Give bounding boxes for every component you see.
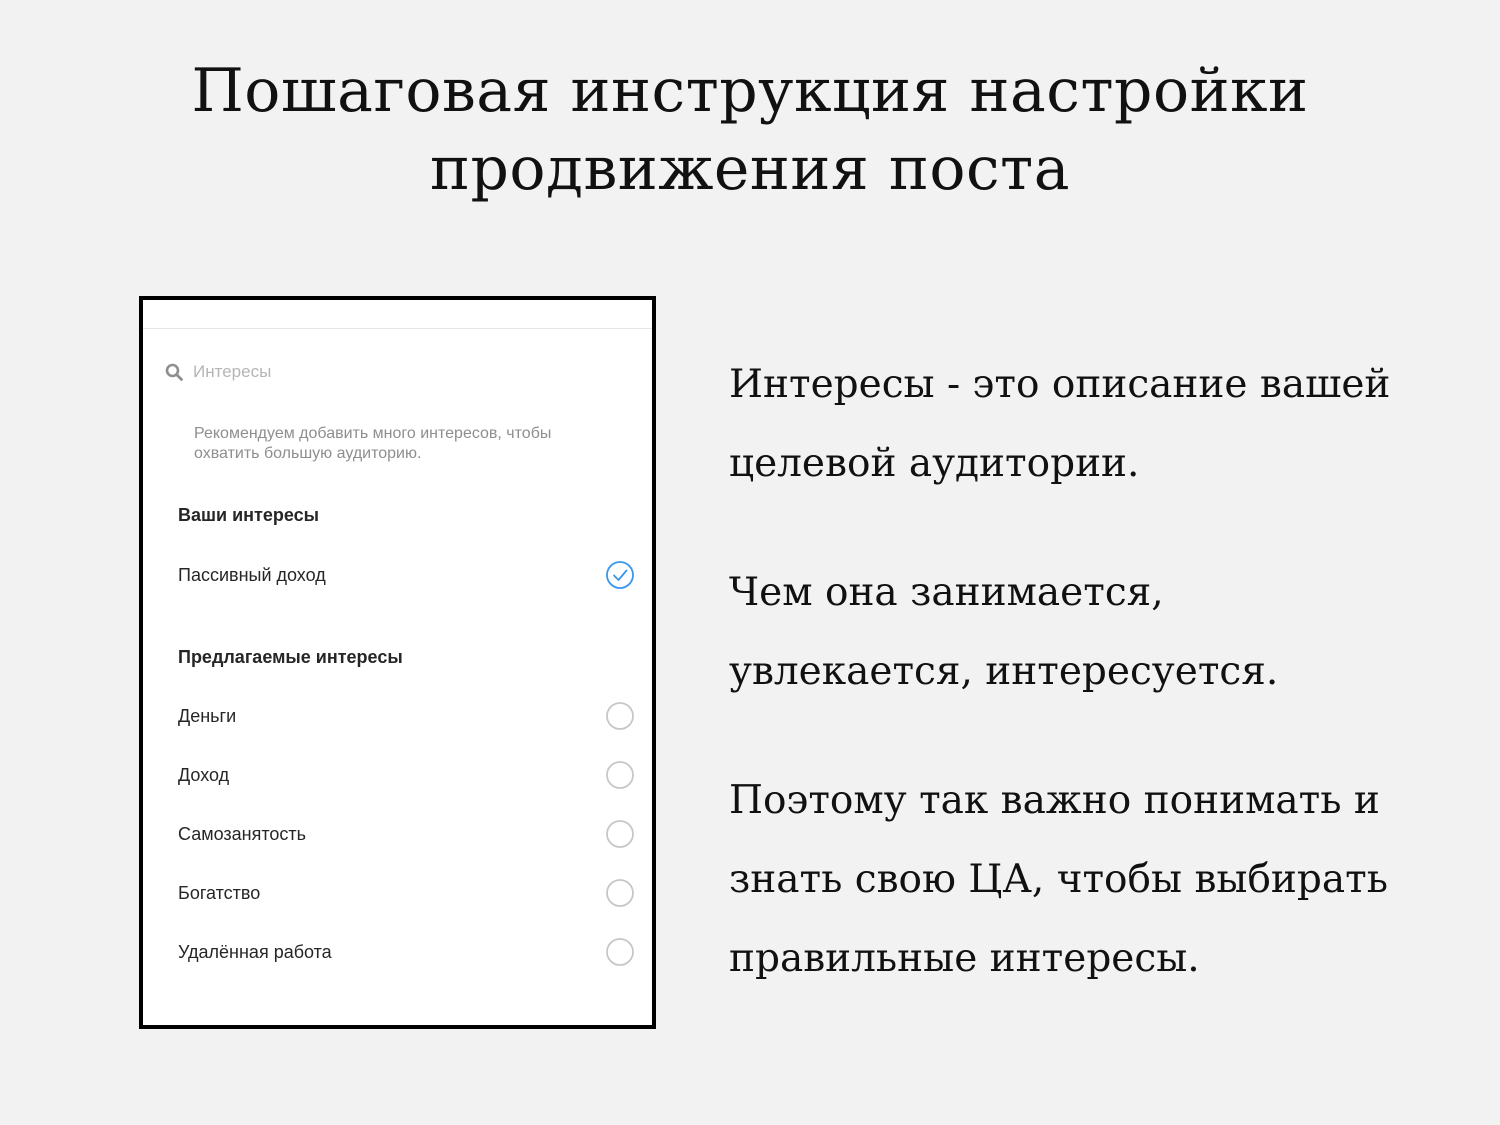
slide-title-line: продвижения поста: [429, 134, 1071, 204]
interest-label: Деньги: [178, 705, 237, 726]
interest-label: Удалённая работа: [178, 941, 332, 962]
interest-item-wealth[interactable]: [178, 875, 634, 911]
empty-circle-icon[interactable]: [606, 879, 634, 907]
interest-item-self-employment[interactable]: [178, 816, 634, 852]
slide-title: [0, 52, 1500, 208]
interest-label: Доход: [178, 764, 230, 785]
slide-title-line: Пошаговая инструкция настройки: [191, 56, 1309, 126]
paragraph-line: Чем она занимается,: [729, 570, 1164, 615]
empty-circle-icon[interactable]: [606, 938, 634, 966]
interest-item-passive-income[interactable]: [178, 557, 634, 593]
paragraph-line: Интересы - это описание вашей: [729, 362, 1391, 407]
explanation-paragraph-2: [729, 553, 1449, 711]
search-icon: [165, 363, 183, 381]
hint-text: Рекомендуем добавить много интересов, чтобы охватить большую аудиторию.: [194, 425, 552, 462]
empty-circle-icon[interactable]: [606, 761, 634, 789]
empty-circle-icon[interactable]: [606, 702, 634, 730]
paragraph-line: целевой аудитории.: [729, 441, 1140, 486]
interest-label: Самозанятость: [178, 823, 307, 844]
paragraph-line: правильные интересы.: [729, 936, 1200, 981]
paragraph-line: знать свою ЦА, чтобы выбирать: [729, 857, 1388, 902]
interest-label: Пассивный доход: [178, 564, 326, 585]
checkmark-circle-icon[interactable]: [606, 561, 634, 589]
empty-circle-icon[interactable]: [606, 820, 634, 848]
interests-screenshot: [139, 296, 656, 1029]
interest-item-remote-work[interactable]: [178, 934, 634, 970]
paragraph-line: увлекается, интересуется.: [729, 649, 1279, 694]
paragraph-line: Поэтому так важно понимать и: [729, 778, 1380, 823]
suggested-interests-heading: Предлагаемые интересы: [178, 647, 403, 667]
interest-label: Богатство: [178, 882, 261, 903]
your-interests-heading: Ваши интересы: [178, 505, 319, 525]
explanation-paragraph-1: [729, 345, 1449, 503]
top-divider: [143, 328, 652, 329]
interest-item-income[interactable]: [178, 757, 634, 793]
explanation-paragraph-3: [729, 761, 1449, 998]
search-bar[interactable]: [165, 360, 573, 384]
search-input[interactable]: [193, 362, 573, 382]
interest-item-money[interactable]: [178, 698, 634, 734]
